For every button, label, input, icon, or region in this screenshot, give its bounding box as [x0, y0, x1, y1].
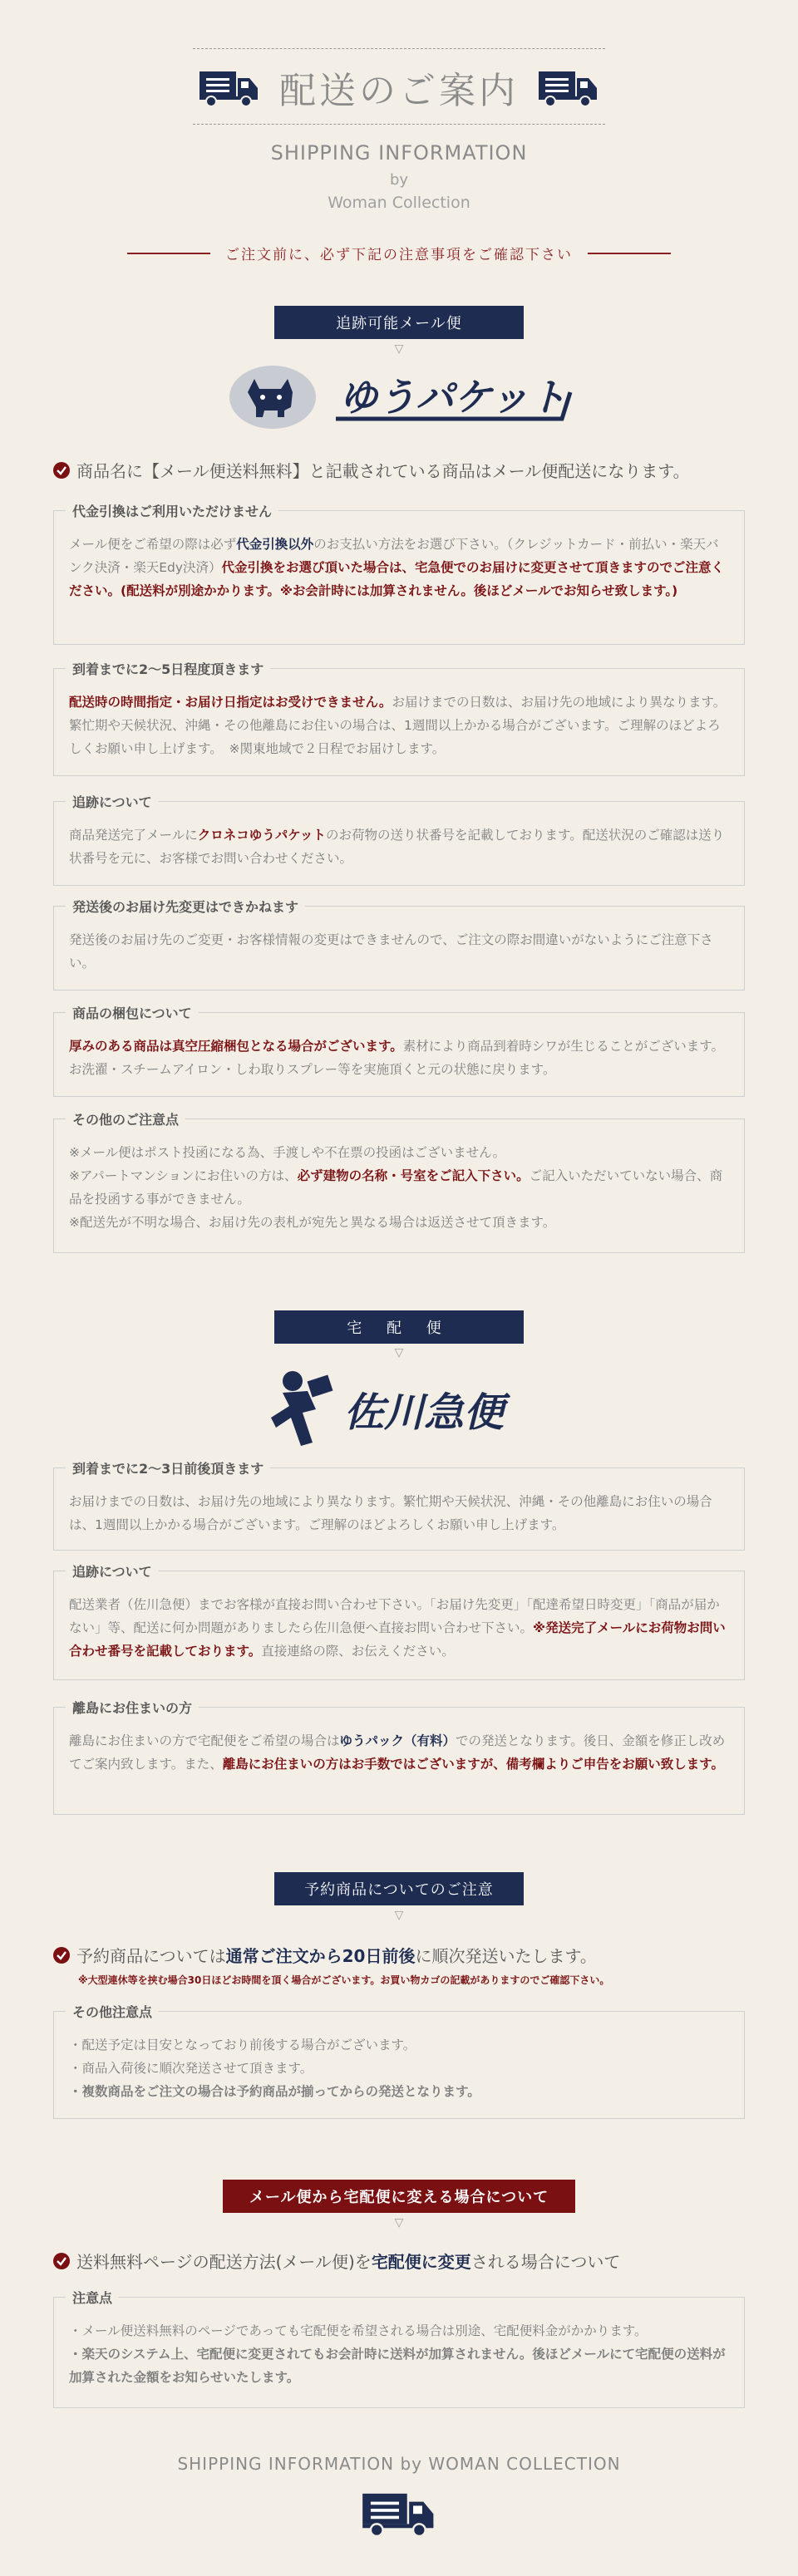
info-box-delivery-days: [53, 661, 745, 776]
check-circle-icon: [53, 1947, 70, 1964]
sagawa-logo: [268, 1363, 534, 1449]
info-box-address-change: [53, 899, 745, 991]
preorder-note: ※大型連休等を挟む場合30日ほどお時間を頂く場合がございます。お買い物カゴの記載がありますのでご確認下さい。: [78, 1974, 610, 1986]
check-circle-icon: [53, 2253, 70, 2269]
section-label-takuhai: 宅 配 便: [274, 1310, 524, 1344]
check-circle-icon: [53, 462, 70, 479]
box-text: 配送時の時間指定・お届け日指定はお受けできません。お届けまでの日数は、お届け先の地域により異なります。繁忙期や天候状況、沖縄・その他離島にお住いの場合は、1週間以上かかる場合がございます。ご理解のほどよろしくお願い申し上げます。 ※関東地域で２日程でお届けします。: [69, 695, 727, 756]
truck-icon: [362, 2490, 436, 2539]
subtitle: SHIPPING INFORMATION: [270, 141, 528, 165]
box-text: ・商品入荷後に順次発送させて頂きます。: [69, 2061, 313, 2076]
preorder-headline-text: 予約商品については通常ご注文から20日前後に順次発送いたします。: [76, 1946, 597, 1966]
box-text: メール便をご希望の際は必ず代金引換以外のお支払い方法をお選び下さい。（クレジットカード・前払い・楽天バンク決済・楽天Edy決済）代金引換をお選び頂いた場合は、宅急便でのお届けに変更させて頂きますのでご注意ください。(配送料が別途かかります。※お会計時には加算されません。後ほどメールでお知らせ致します。): [69, 537, 725, 598]
notice-line: [0, 243, 798, 263]
triangle-icon: ▽: [394, 1346, 404, 1359]
divider: [588, 253, 671, 254]
section-label-mail: 追跡可能メール便: [274, 306, 524, 339]
box-text: ※アパートマンションにお住いの方は、必ず建物の名称・号室をご記入下さい。ご記入いただいていない場合、商品を投函する事ができません。: [69, 1168, 723, 1207]
triangle-icon: ▽: [394, 1909, 404, 1922]
section-label-preorder: 予約商品についてのご注意: [274, 1872, 524, 1905]
box-text: お届けまでの日数は、お届け先の地域により異なります。繁忙期や天候状況、沖縄・その他離島にお住いの場合は、1週間以上かかる場合がございます。ご理解のほどよろしくお願い申し上げます。: [69, 1494, 712, 1532]
box-title: 注意点: [66, 2288, 119, 2307]
info-box-preorder-notes: [53, 2004, 745, 2119]
info-box-remote-island: [53, 1700, 745, 1815]
box-title: 追跡について: [66, 792, 159, 811]
box-text: ※メール便はポスト投函になる為、手渡しや不在票の投函はございません。: [69, 1145, 506, 1160]
truck-icon: [200, 68, 259, 106]
info-box-change-notes: [53, 2290, 745, 2408]
box-text: 離島にお住まいの方で宅配便をご希望の場合はゆうパック（有料）での発送となります。後日、金額を修正し改めてご案内致します。また、離島にお住まいの方はお手数ではございますが、備考欄よりご申告をお願い致します。: [69, 1733, 726, 1772]
box-text: 商品発送完了メールにクロネコゆうパケットのお荷物の送り状番号を記載しております。配送状況のご確認は送り状番号を元に、お客様でお問い合わせください。: [69, 828, 725, 866]
truck-icon: [539, 68, 598, 106]
notice-text: ご注文前に、必ず下記の注意事項をご確認下さい: [225, 247, 573, 263]
box-text: ・メール便送料無料のページであっても宅配便を希望される場合は別途、宅配便料金がかかります。: [69, 2323, 648, 2338]
box-text: 厚みのある商品は真空圧縮梱包となる場合がございます。素材により商品到着時シワが生じることがございます。お洗濯・スチームアイロン・しわ取りスプレー等を実施頂くと元の状態に戻ります。: [69, 1039, 725, 1077]
footer-text: SHIPPING INFORMATION by WOMAN COLLECTION: [177, 2454, 621, 2474]
divider: [127, 253, 210, 254]
box-text: ・楽天のシステム上、宅配便に変更されてもお会計時に送料が加算されません。後ほどメールにて宅配便の送料が加算された金額をお知らせいたします。: [69, 2347, 726, 2385]
change-headline: [53, 2249, 751, 2273]
box-title: 商品の梱包について: [66, 1003, 199, 1022]
box-text: 発送後のお届け先のご変更・お客様情報の変更はできませんので、ご注文の際お間違いがないようにご注意下さい。: [69, 932, 713, 971]
box-title: 離島にお住まいの方: [66, 1698, 199, 1717]
box-title: 追跡について: [66, 1561, 159, 1581]
info-box-tracking: [53, 1564, 745, 1680]
mail-headline-text: 商品名に【メール便送料無料】と記載されている商品はメール便配送になります。: [76, 461, 690, 481]
section-label-change: メール便から宅配便に変える場合について: [223, 2180, 575, 2213]
box-title: 到着までに2〜3日前後頂きます: [66, 1458, 270, 1477]
info-box-delivery-days: [53, 1461, 745, 1551]
box-title: その他注意点: [66, 2002, 159, 2021]
box-title: 発送後のお届け先変更はできかねます: [66, 897, 305, 916]
page-title: 配送のご案内: [279, 70, 519, 112]
brand-name: Woman Collection: [328, 194, 470, 212]
change-headline-text: 送料無料ページの配送方法(メール便)を宅配便に変更される場合について: [76, 2252, 621, 2272]
triangle-icon: ▽: [394, 2216, 404, 2229]
box-text: ・複数商品をご注文の場合は予約商品が揃ってからの発送となります。: [69, 2084, 480, 2099]
subtitle-by: by: [389, 171, 409, 189]
info-box-other-notes: [53, 1112, 745, 1253]
info-box-packaging: [53, 1005, 745, 1097]
sagawa-logo-text: 佐川急便: [344, 1389, 505, 1436]
box-text: ・配送予定は目安となっており前後する場合がございます。: [69, 2038, 416, 2052]
header: [0, 48, 798, 212]
info-box-tracking: [53, 794, 745, 886]
box-title: 代金引換はご利用いただけません: [66, 501, 278, 520]
yu-packet-logo-text: ゆうパケット: [339, 375, 567, 420]
mail-headline: [53, 458, 751, 482]
info-box-cod: [53, 504, 745, 645]
yu-packet-logo: [229, 359, 579, 434]
box-title: その他のご注意点: [66, 1109, 185, 1128]
box-text: 配送業者（佐川急便）までお客様が直接お問い合わせ下さい。「お届け先変更」「配達希望日時変更」「商品が届かない」等、配送に何か問題がありましたら佐川急便へ直接お問い合わせ下さい。※発送完了メールにお荷物お問い合わせ番号を記載しております。直接連絡の際、お伝えください。: [69, 1597, 726, 1659]
triangle-icon: ▽: [394, 342, 404, 356]
preorder-headline: [53, 1943, 751, 1967]
title-frame: [193, 48, 605, 125]
box-title: 到着までに2〜5日程度頂きます: [66, 659, 270, 678]
box-text: ※配送先が不明な場合、お届け先の表札が宛先と異なる場合は返送させて頂きます。: [69, 1215, 556, 1230]
